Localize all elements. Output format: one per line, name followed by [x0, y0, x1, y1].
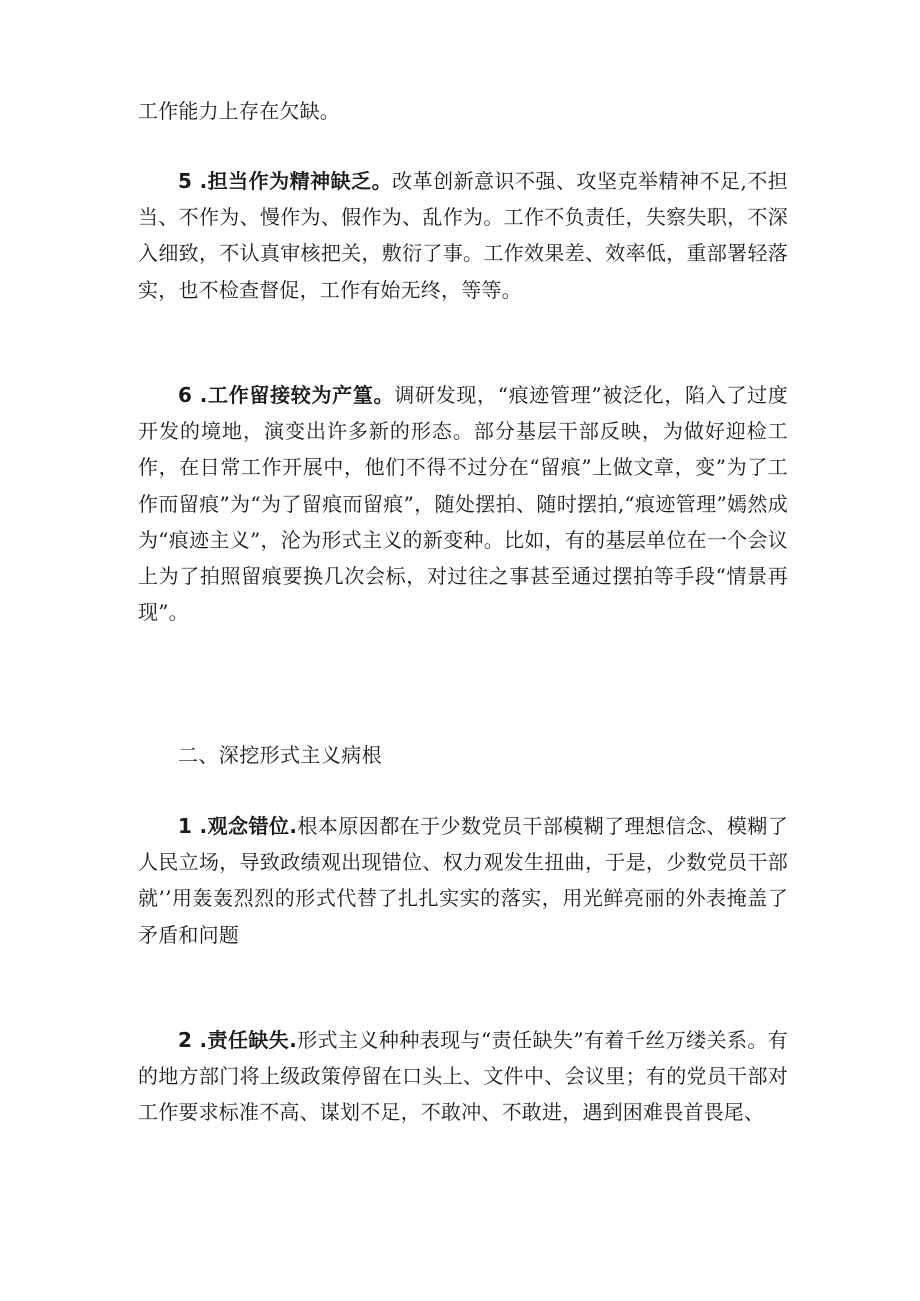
cause-2-heading: 2 .责任缺失. [178, 1028, 298, 1052]
paragraph-cause-2 [138, 1022, 788, 1131]
section-heading-2: 二、深挖形式主义病根 [178, 743, 382, 767]
paragraph-item-5 [138, 163, 788, 308]
cause-1-text: 根本原因都在于少数党员干部模糊了理想信念、模糊了人民立场，导致政绩观出现错位、权力观发生扭曲，于是，少数党员干部就’’用轰轰烈烈的形式代替了扎扎实实的落实，用光鲜亮丽的外表掩盖了矛盾和问题 [138, 814, 788, 947]
paragraph-item-6 [138, 377, 788, 630]
cause-1-heading: 1 .观念错位. [178, 814, 298, 838]
item-6-text: 调研发现，“痕迹管理”被泛化，陷入了过度开发的境地，演变出许多新的形态。部分基层干部反映，为做好迎检工作，在日常工作开展中，他们不得不过分在“留痕”上做文章，变”为了工作而留痕”为“为了留痕而留痕”，随处摆拍、随时摆拍,“痕迹管理”嫣然成为“痕迹主义”，沦为形式主义的新变种。比如，有的基层单位在一个会议上为了拍照留痕要换几次会标，对过往之事甚至通过摆拍等手段“情景再现”。 [138, 383, 788, 625]
item-6-heading: 6 .工作留接较为产篁。 [178, 383, 395, 407]
paragraph-text: 工作能力上存在欠缺。 [138, 99, 340, 123]
paragraph-cause-1 [138, 808, 788, 953]
item-5-text: 改革创新意识不强、攻坚克举精神不足,不担当、不作为、慢作为、假作为、乱作为。工作不负责任，失察失职，不深入细致，不认真审核把关，敷衍了事。工作效果差、效率低，重部署轻落实，也不检查督促，工作有始无终，等等。 [138, 169, 788, 302]
paragraph-continuation [138, 93, 788, 129]
item-5-heading: 5 .担当作为精神缺乏。 [178, 169, 393, 193]
cause-2-text: 形式主义种种表现与“责任缺失”有着千丝万缕关系。有的地方部门将上级政策停留在口头上、文件中、会议里；有的党员干部对工作要求标准不高、谋划不足，不敢冲、不敢进，遇到困难畏首畏尾、 [138, 1028, 788, 1125]
